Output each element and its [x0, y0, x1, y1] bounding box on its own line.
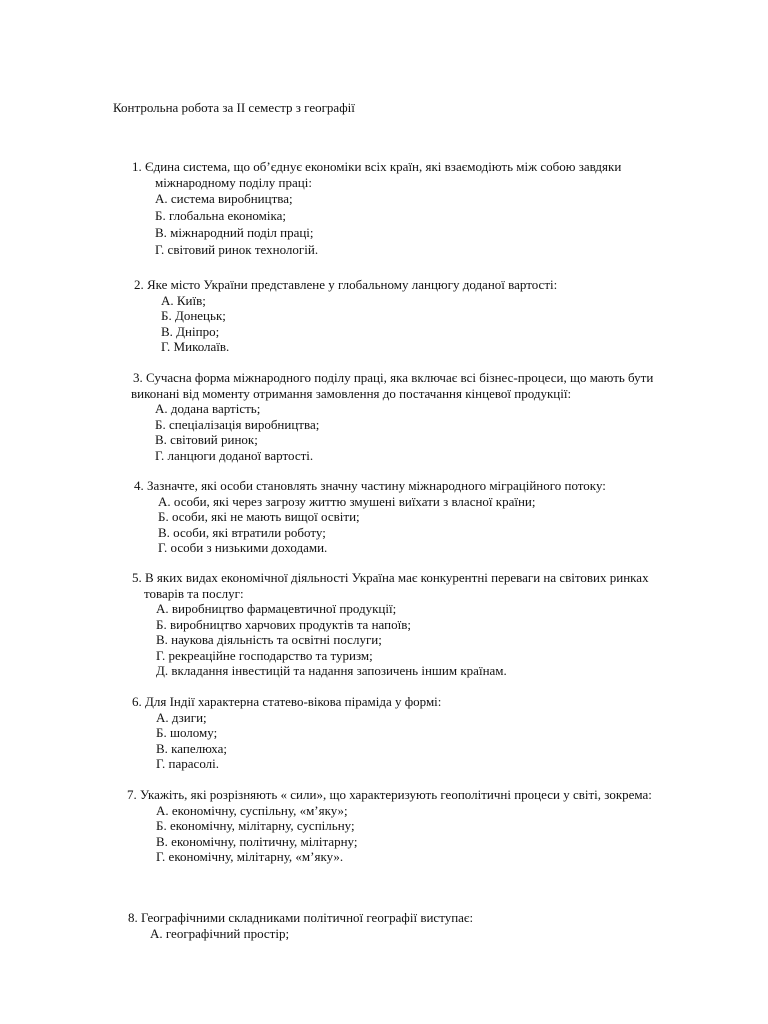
question-7-option-c: В. економічну, політичну, мілітарну;	[156, 833, 358, 849]
question-3-line-2: виконані від моменту отримання замовлення до постачання кінцевої продукції:	[131, 385, 572, 401]
question-3-option-a: А. додана вартість;	[155, 401, 261, 416]
question-3-option-d: Г. ланцюги доданої вартості.	[155, 447, 314, 463]
document-title: Контрольна робота за ІІ семестр з географії	[113, 100, 355, 115]
question-1-line-2: міжнародному поділу праці:	[155, 174, 312, 190]
question-1-option-b: Б. глобальна економіка;	[155, 208, 286, 223]
question-3	[133, 370, 653, 463]
question-4-line-1: 4. Зазначте, які особи становлять значну частину міжнародного міграційного потоку:	[134, 478, 606, 493]
question-2-option-d: Г. Миколаїв.	[161, 339, 230, 354]
question-1-option-a: А. система виробництва;	[155, 191, 293, 206]
question-8-line-1: 8. Географічними складниками політичної географії виступає:	[128, 910, 474, 925]
question-4-option-b: Б. особи, які не мають вищої освіти;	[158, 509, 360, 524]
question-7-line-1: 7. Укажіть, які розрізняють « сили», що характеризують геополітичні процеси у світі, зокрема:	[127, 787, 652, 802]
question-7-option-a: А. економічну, суспільну, «м’яку»;	[156, 802, 348, 818]
question-6-option-a: А. дзиги;	[156, 709, 207, 725]
question-5-option-b: Б. виробництво харчових продуктів та напоїв;	[156, 616, 411, 632]
question-3-option-c: В. світовий ринок;	[155, 432, 258, 447]
question-5-option-e: Д. вкладання інвестицій та надання запозичень іншим країнам.	[156, 663, 507, 678]
question-4	[134, 478, 606, 556]
question-5-option-d: Г. рекреаційне господарство та туризм;	[156, 647, 373, 663]
question-5	[132, 570, 649, 679]
question-2-line-1: 2. Яке місто України представлене у глобальному ланцюгу доданої вартості:	[134, 277, 558, 292]
question-6-line-1: 6. Для Індії характерна статево-вікова піраміда у формі:	[132, 694, 442, 709]
question-3-option-b: Б. спеціалізація виробництва;	[155, 416, 320, 432]
question-5-line-2: товарів та послуг:	[144, 585, 244, 601]
question-2-option-a: А. Київ;	[161, 292, 206, 308]
question-5-option-c: В. наукова діяльність та освітні послуги;	[156, 632, 382, 647]
question-6-option-d: Г. парасолі.	[156, 756, 219, 771]
question-4-option-a: А. особи, які через загрозу життю змушені виїхати з власної країни;	[158, 493, 536, 509]
question-4-option-d: Г. особи з низькими доходами.	[158, 540, 328, 555]
question-7-option-b: Б. економічну, мілітарну, суспільну;	[156, 818, 355, 833]
question-2-option-c: В. Дніпро;	[161, 323, 220, 339]
question-8-option-a: А. географічний простір;	[150, 925, 290, 941]
question-5-line-1: 5. В яких видах економічної діяльності Україна має конкурентні переваги на світових ринках	[132, 570, 649, 585]
question-4-option-c: В. особи, які втратили роботу;	[158, 524, 326, 540]
question-1	[132, 159, 621, 258]
question-3-line-1: 3. Сучасна форма міжнародного поділу праці, яка включає всі бізнес-процеси, що мають бути	[133, 370, 654, 385]
question-2-option-b: Б. Донецьк;	[161, 308, 226, 323]
question-7	[127, 787, 652, 865]
question-6-option-c: В. капелюха;	[156, 740, 228, 756]
question-5-option-a: А. виробництво фармацевтичної продукції;	[156, 601, 397, 616]
question-6-option-b: Б. шолому;	[156, 725, 218, 740]
question-1-option-c: В. міжнародний поділ праці;	[155, 225, 314, 240]
question-1-option-d: Г. світовий ринок технологій.	[155, 242, 319, 257]
question-6	[132, 694, 441, 772]
question-1-line-1: 1. Єдина система, що об’єднує економіки всіх країн, які взаємодіють між собою завдяки	[132, 159, 622, 174]
question-7-option-d: Г. економічну, мілітарну, «м’яку».	[156, 849, 344, 864]
question-8	[128, 910, 473, 941]
question-2	[134, 277, 557, 355]
